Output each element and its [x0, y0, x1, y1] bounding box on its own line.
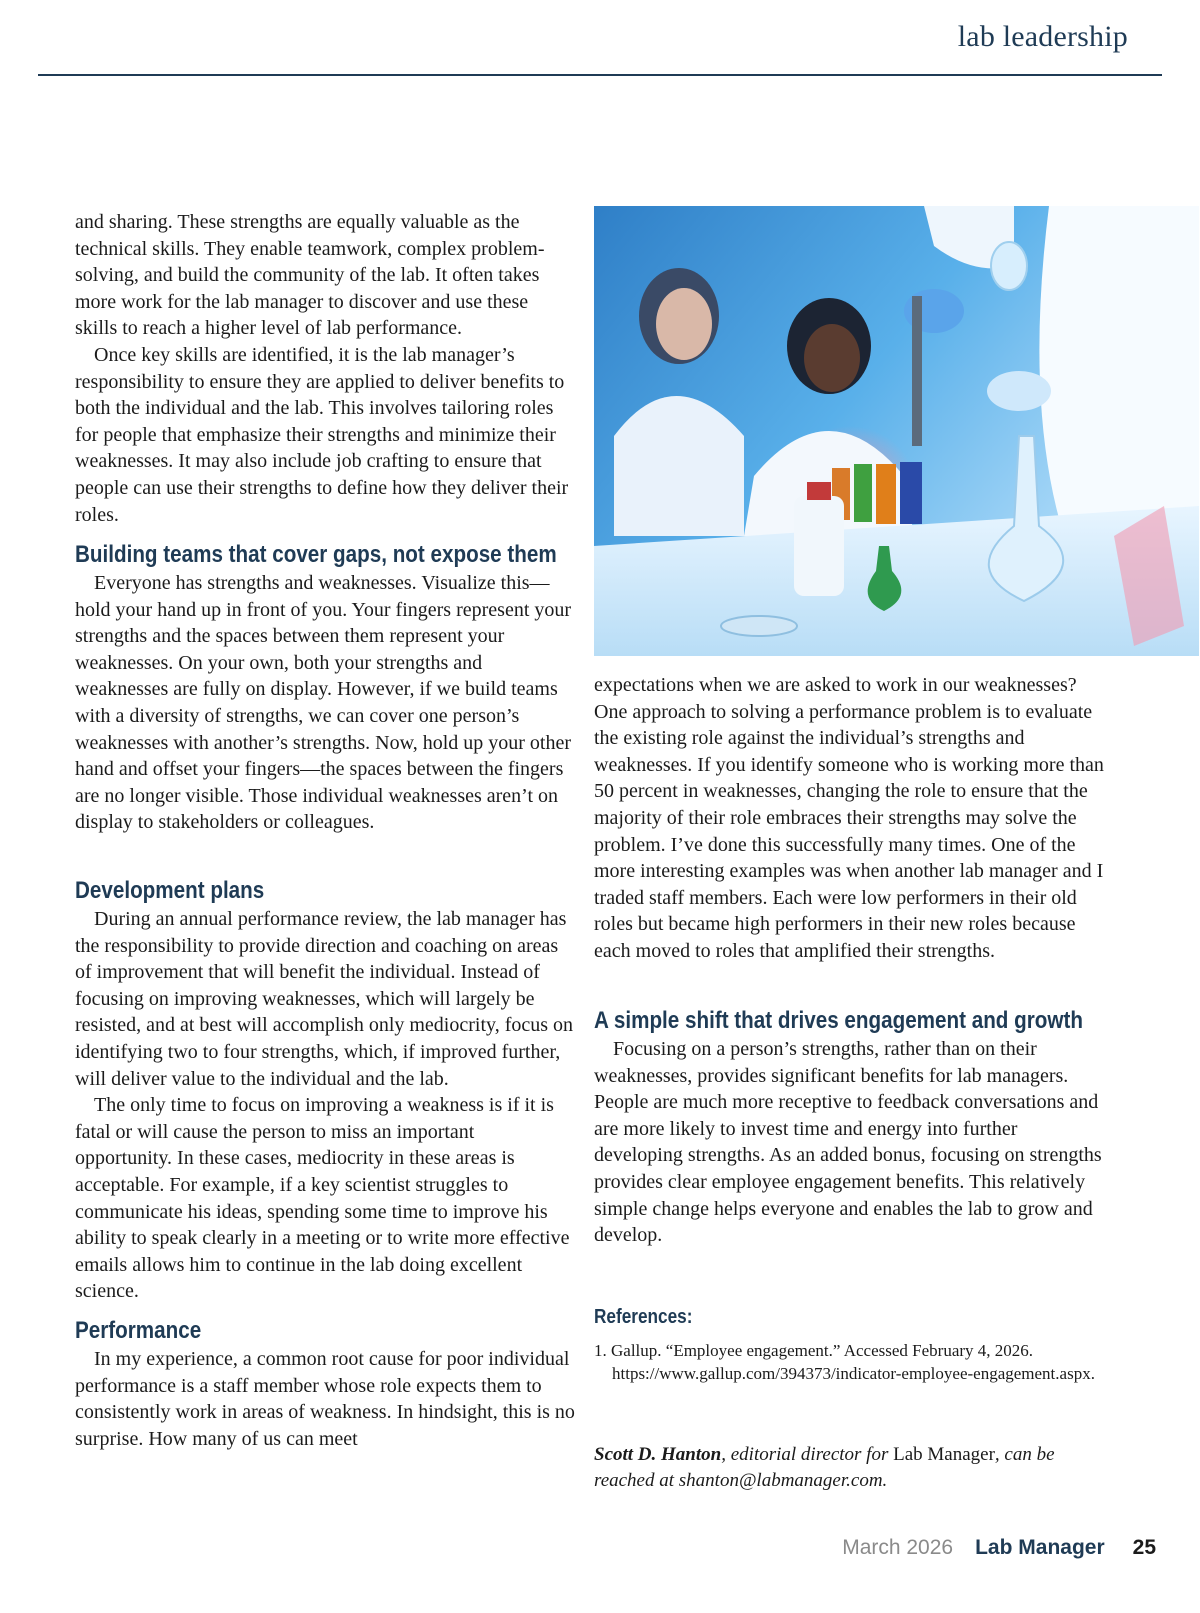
issue-date: March 2026: [842, 1536, 954, 1559]
section-development-plans: [75, 876, 575, 1305]
page-footer: [842, 1536, 1156, 1560]
paragraph: Focusing on a person’s strengths, rather than on their weaknesses, provides significant benefits for lab managers. People are much more receptive to feedback conversations and are more likely to invest time and energy into further developing strengths. As an added bonus, focusing on strengths provides clear employee engagement benefits. This relatively simple change helps everyone and enables the lab to grow and develop.: [594, 1038, 1102, 1247]
right-column-continuation: [594, 672, 1106, 965]
byline-contact: , can be reached at shanton@labmanager.com.: [594, 1444, 1055, 1491]
paragraph: Everyone has strengths and weaknesses. Visualize this—hold your hand up in front of you. Your fingers represent your strengths and the spaces between them represent your weaknesses. On your own, both your strengths and weaknesses are fully on display. However, if we build teams with a diversity of strengths, we can cover one person’s weaknesses with another’s strengths. Now, hold up your other hand and offset your fingers—the spaces between the fingers are no longer visible. Those individual weaknesses aren’t on display to stakeholders or colleagues.: [75, 572, 572, 834]
paragraph: expectations when we are asked to work in our weaknesses? One approach to solving a performance problem is to evaluate the existing role against the individual’s strengths and weaknesses. If you identify someone who is working more than 50 percent in weaknesses, changing the role to ensure that the majority of their role embraces their strengths may solve the problem. I’ve done this successfully many times. One of the more interesting examples was when another lab manager and I traded staff members. Each were low performers in their old roles but became high performers in their new roles because each moved to roles that amplified their strengths.: [594, 674, 1104, 962]
subheading: A simple shift that drives engagement and growth: [594, 1007, 1083, 1034]
magazine-name: Lab Manager: [975, 1536, 1105, 1559]
lab-scientists-image: [594, 206, 1199, 656]
paragraph: and sharing. These strengths are equally valuable as the technical skills. They enable teamwork, complex problem-solving, and build the community of the lab. It often takes more work for the lab manager to discover and use these skills to reach a higher level of lab performance.: [75, 211, 545, 340]
lab-photo: [594, 206, 1199, 656]
paragraph: During an annual performance review, the lab manager has the responsibility to provide direction and coaching on areas of improvement that will benefit the individual. Instead of focusing on improving weaknesses, which will largely be resisted, and at best will accomplish only mediocrity, focus on identifying two to four strengths, which, if improved further, will deliver value to the individual and the lab.: [75, 908, 574, 1090]
author-byline: [594, 1442, 1106, 1494]
reference-item: 1. Gallup. “Employee engagement.” Accessed February 4, 2026. https://www.gallup.com/394373/indicator-employee-engagement.aspx.: [594, 1341, 1095, 1383]
references-title: References:: [594, 1306, 693, 1328]
paragraph: The only time to focus on improving a weakness is if it is fatal or will cause the person to miss an important opportunity. In these cases, mediocrity in these areas is acceptable. For example, if a key scientist struggles to communicate his ideas, spending some time to improve his ability to speak clearly in a meeting or to write more effective emails allows him to continue in the lab doing excellent science.: [75, 1094, 570, 1303]
subheading: Performance: [75, 1317, 202, 1344]
subheading: Development plans: [75, 877, 265, 904]
section-simple-shift: [594, 1006, 1106, 1249]
paragraph: In my experience, a common root cause for poor individual performance is a staff member whose role expects them to consistently work in areas of weakness. In hindsight, this is no surprise. How many of us can meet: [75, 1348, 575, 1450]
page-number: 25: [1132, 1536, 1156, 1559]
section-tag: lab leadership: [957, 20, 1128, 53]
subheading: Building teams that cover gaps, not expose them: [75, 541, 557, 568]
byline-role: , editorial director for: [721, 1444, 894, 1465]
section-performance: [75, 1316, 575, 1452]
header-rule: [38, 74, 1162, 76]
author-name: Scott D. Hanton: [594, 1444, 722, 1465]
publication-name: Lab Manager: [893, 1444, 995, 1465]
left-column-intro: [75, 209, 575, 528]
references: [594, 1306, 1106, 1385]
section-building-teams: [75, 540, 575, 836]
paragraph: Once key skills are identified, it is the lab manager’s responsibility to ensure they are applied to deliver benefits to both the individual and the lab. This involves tailoring roles for people that emphasize their strengths and minimize their weaknesses. It may also include job crafting to ensure that people can use their strengths to define how they deliver their roles.: [75, 343, 569, 526]
